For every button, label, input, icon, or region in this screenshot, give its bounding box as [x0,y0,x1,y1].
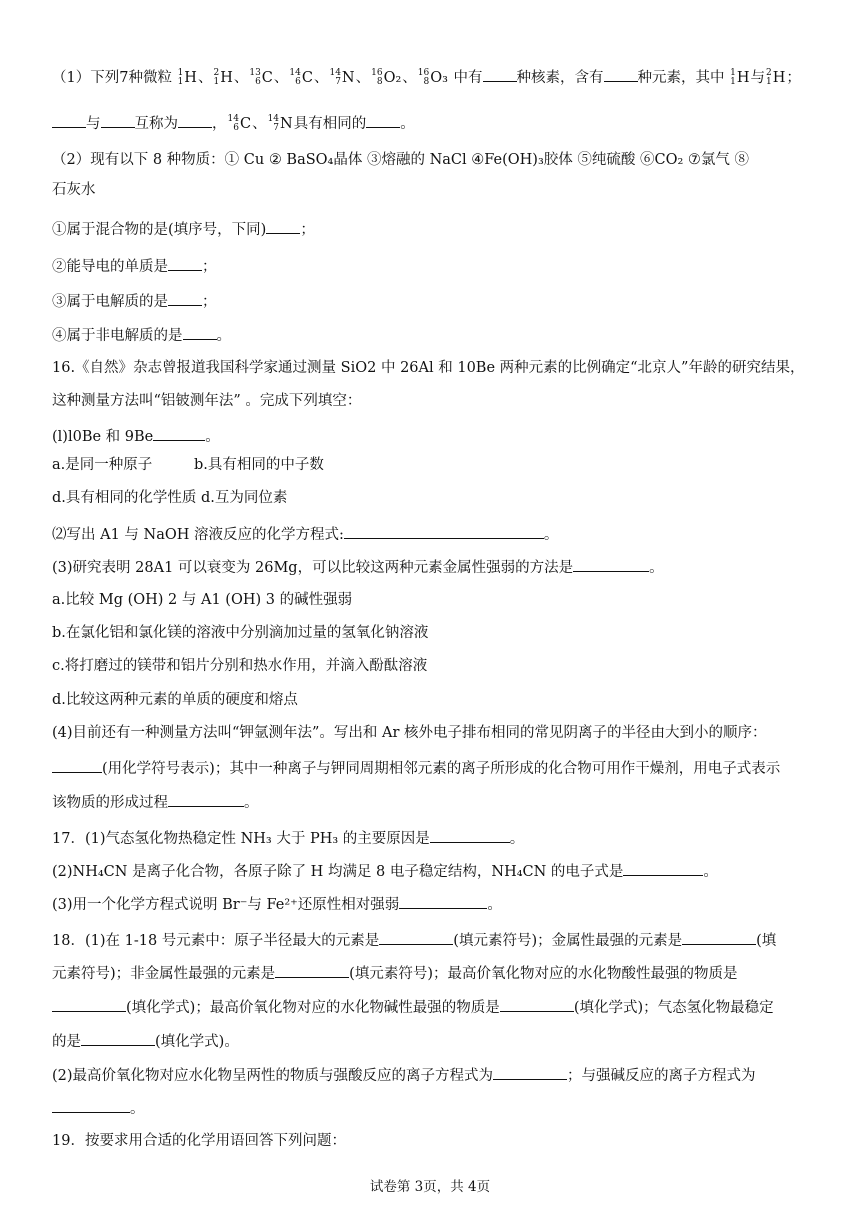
answer-blank[interactable] [81,1030,155,1046]
q16-part3-option-a[interactable]: a.比较 Mg (OH) 2 与 A1 (OH) 3 的碱性强弱 [52,592,353,608]
text-fragment: 17．(1)气态氢化物热稳定性 NH₃ 大于 PH₃ 的主要原因是 [52,831,430,847]
q18-line2 [52,962,822,984]
answer-blank[interactable] [266,218,300,234]
q16-part4-line2 [52,757,822,779]
q18-line3 [52,996,822,1018]
nuclide-c14: 14 6 C [227,114,252,133]
text-fragment: (2)最高价氧化物对应水化物呈两性的物质与强酸反应的离子方程式为 [52,1068,494,1084]
q15-part2-stem-cont: 石灰水 [52,182,96,198]
q16-part2 [52,523,822,545]
answer-blank[interactable] [52,757,102,773]
text-fragment: 。 [216,328,231,344]
answer-blank[interactable] [623,860,703,876]
q17-part2 [52,860,822,882]
text-fragment: (用化学符号表示)；其中一种离子与钾同周期相邻元素的离子所形成的化合物可用作干燥剂，用电子式表示 [102,761,781,777]
q16-part1-text: (l)l0Be 和 9Be [52,429,154,445]
text-fragment: 。 [244,795,259,811]
item-text: ①属于混合物的是(填序号，下同) [52,222,267,238]
q17-part1 [52,827,822,849]
answer-blank[interactable] [500,996,574,1012]
q15-part1-intro: （1）下列7种微粒 [52,70,172,86]
answer-blank[interactable] [493,1064,567,1080]
answer-blank[interactable] [178,112,212,128]
answer-blank[interactable] [604,66,638,82]
q18-line1 [52,929,822,951]
text-fragment: 、 [252,116,267,132]
item-text: ④属于非电解质的是 [52,328,183,344]
text-fragment: (3)用一个化学方程式说明 Br⁻与 Fe²⁺还原性相对强弱 [52,897,400,913]
q18-line4 [52,1030,822,1052]
nuclide: 2 1 H [213,68,233,87]
q16-part3-option-d[interactable]: d.比较这两种元素的单质的硬度和熔点 [52,692,298,708]
answer-blank[interactable] [52,996,126,1012]
text-fragment: ； [786,70,801,86]
nuclide-list [177,70,449,86]
text-fragment: (填化学式)；气态氢化物最稳定 [573,1000,774,1016]
q18-line5 [52,1064,822,1086]
nuclide-h1: 1 1 H [730,68,750,87]
text-fragment: (填化学式)。 [155,1034,239,1050]
nuclide: 13 6 C [249,68,273,87]
separator: 、 [402,70,417,86]
page-footer: 试卷第 3页，共 4页 [369,1179,491,1195]
q16-part3 [52,556,822,578]
text-fragment: 中有 [453,70,483,86]
answer-blank[interactable] [168,791,244,807]
answer-blank[interactable] [52,1097,130,1113]
separator: 、 [197,70,213,86]
nuclide: 16 8 O₃ [417,68,448,87]
q16-part3-option-c[interactable]: c.将打磨过的镁带和铝片分别和热水作用，并滴入酚酞溶液 [52,658,428,674]
text-fragment: 。 [649,560,664,576]
text-fragment: ； [300,222,315,238]
text-fragment: 具有相同的 [293,116,367,132]
text-fragment: (2)NH₄CN 是离子化合物，各原子除了 H 均满足 8 电子稳定结构，NH₄CN 的电子式是 [52,864,624,880]
nuclide-h2: 2 1 H [766,68,786,87]
text-fragment: 种核素，含有 [516,70,604,86]
text-fragment: ； [202,259,217,275]
option-b[interactable]: b.具有相同的中子数 [194,457,324,473]
text-fragment: 的是 [52,1034,81,1050]
answer-blank[interactable] [379,929,453,945]
q16-stem-line1: 16.《自然》杂志曾报道我国科学家通过测量 SiO2 中 26Al 和 10Be 两种元素的比例确定“北京人”年龄的研究结果， [52,360,805,376]
text-fragment: 。 [703,864,718,880]
separator: 、 [233,70,249,86]
text-fragment: (填元素符号)；金属性最强的元素是 [453,933,683,949]
answer-blank[interactable] [344,523,544,539]
q18-line6 [52,1097,822,1119]
q16-part1-options-row2: d.具有相同的化学性质 d.互为同位素 [52,490,288,506]
item-text: ③属于电解质的是 [52,294,168,310]
option-a[interactable]: a.是同一种原子 [52,457,153,473]
nuclide: 16 8 O₂ [371,68,402,87]
q15-part2-item3 [52,290,822,312]
separator: 、 [355,70,371,86]
text-fragment: 互称为 [134,116,178,132]
answer-blank[interactable] [483,66,517,82]
q15-part2-item4 [52,324,822,346]
q17-part3 [52,893,822,915]
q15-part1-line2 [52,112,822,134]
text-fragment: ；与强碱反应的离子方程式为 [567,1068,756,1084]
answer-blank[interactable] [183,324,217,340]
q16-stem-line2: 这种测量方法叫“铝铍测年法” 。完成下列填空： [52,393,362,409]
answer-blank[interactable] [52,112,86,128]
answer-blank[interactable] [682,929,756,945]
text-fragment: 。 [543,527,559,543]
text-fragment: 。 [400,116,415,132]
q16-part3-option-b[interactable]: b.在氯化铝和氯化镁的溶液中分别滴加过量的氢氧化钠溶液 [52,625,429,641]
q16-part1 [52,425,822,447]
text-fragment: 。 [205,429,220,445]
q16-part4-line1: (4)目前还有一种测量方法叫“钾氩测年法”。写出和 Ar 核外电子排布相同的常见阴离子的半径由大到小的顺序： [52,725,767,741]
answer-blank[interactable] [153,425,205,441]
q15-part1-line1 [52,66,822,88]
answer-blank[interactable] [168,255,202,271]
nuclide: 1 1 H [177,68,197,87]
q15-part2-item2 [52,255,822,277]
text-fragment: 种元素，其中 [637,70,725,86]
text-fragment: 。 [487,897,502,913]
text-fragment: 与 [750,70,766,86]
answer-blank[interactable] [366,112,400,128]
text-fragment: (填元素符号)；最高价氧化物对应的水化物酸性最强的物质是 [349,966,738,982]
separator: 、 [313,70,329,86]
text-fragment: ； [202,294,217,310]
text-fragment: ， [212,116,227,132]
q16-part4-line3 [52,791,822,813]
q15-part2-item1 [52,218,822,240]
item-text: ②能导电的单质是 [52,259,168,275]
q16-part3-text: (3)研究表明 28A1 可以衰变为 26Mg，可以比较这两种元素金属性强弱的方法是 [52,560,574,576]
text-fragment: 该物质的形成过程 [52,795,168,811]
answer-blank[interactable] [430,827,510,843]
answer-blank[interactable] [168,290,202,306]
text-fragment: 18．(1)在 1-18 号元素中：原子半径最大的元素是 [52,933,380,949]
q16-part1-options-row1 [52,455,822,475]
separator: 、 [273,70,289,86]
answer-blank[interactable] [399,893,487,909]
text-fragment: 。 [130,1101,145,1117]
answer-blank[interactable] [275,962,349,978]
nuclide-n14: 14 7 N [267,114,293,133]
text-fragment: (填 [756,933,777,949]
text-fragment: 。 [509,831,525,847]
nuclide: 14 7 N [329,68,355,87]
answer-blank[interactable] [101,112,135,128]
answer-blank[interactable] [573,556,649,572]
q16-part2-text: ⑵写出 A1 与 NaOH 溶液反应的化学方程式: [52,527,344,543]
q15-part2-stem: （2）现有以下 8 种物质：① Cu ② BaSO₄晶体 ③熔融的 NaCl ④Fe(OH)₃胶体 ⑤纯硫酸 ⑥CO₂ ⑦氯气 ⑧ [52,152,749,168]
text-fragment: 与 [86,116,101,132]
text-fragment: (填化学式)；最高价氧化物对应的水化物碱性最强的物质是 [126,1000,500,1016]
text-fragment: 元素符号)；非金属性最强的元素是 [52,966,276,982]
nuclide: 14 6 C [289,68,313,87]
q19-stem: 19．按要求用合适的化学用语回答下列问题： [52,1133,346,1149]
